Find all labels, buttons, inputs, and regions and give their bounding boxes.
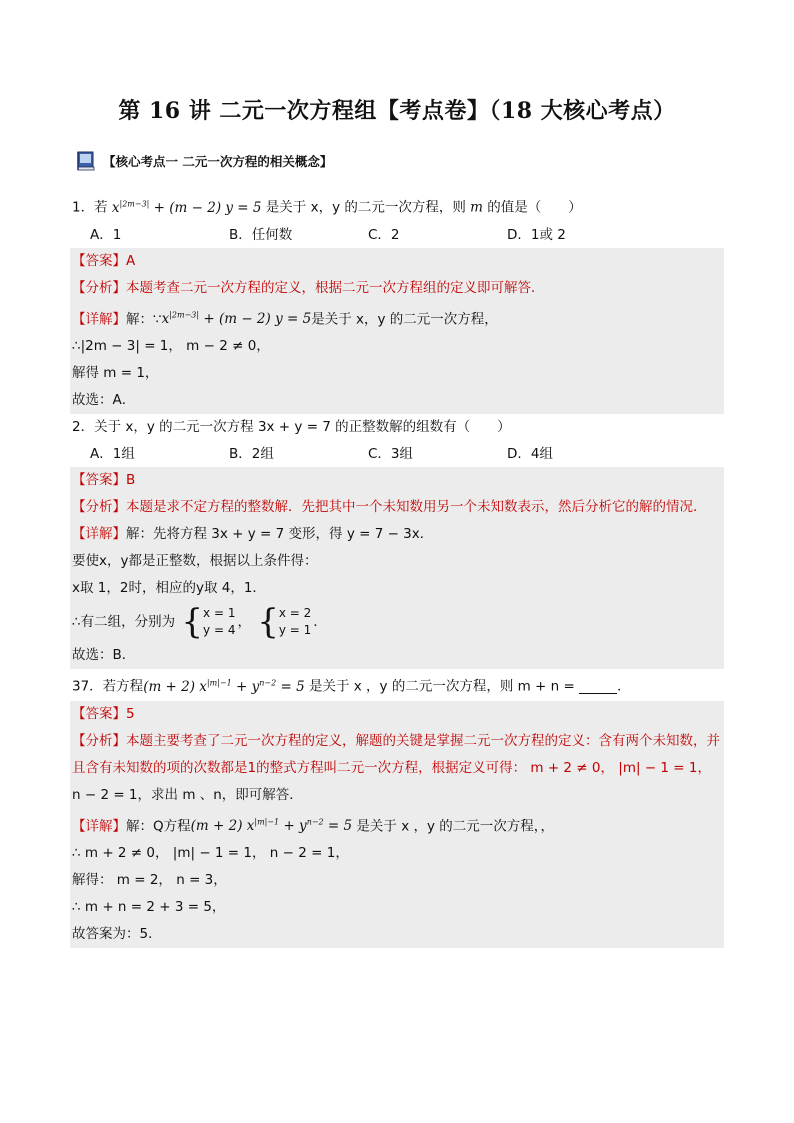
option-b: B．任何数: [229, 226, 293, 243]
answer-block-3: 【答案】5 【分析】本题主要考查了二元一次方程的定义，解题的关键是掌握二元一次方程的定义：含有两个未知数，并且含有未知数的项的次数都是1的整式方程叫二元一次方程，根据定义可得： m + 2 ≠ 0， |m| − 1 = 1， n − 2 = 1，求出 m 、n，即可解答． 【详解】解：Q方程(m + 2) $x^{|m|-1} + y^{n-2} = 5$ 是关于 x ，y 的二元一次方程，， ∴ m + 2 ≠ 0， |m| − 1 = 1， n − 2 = 1， 解得： m = 2， n = 3， ∴ m + n = 2 + 3 = 5， 故答案为：5．: [70, 701, 724, 949]
options-2: [70, 441, 724, 467]
answer-block-1: 【答案】A 【分析】本题考查二元一次方程的定义，根据二元一次方程组的定义即可解答． 【详解】解：$\because x^{|2m-3|} + (m - 2) y = 5$是关于 x，y 的二元一次方程， ∴|2m − 3| = 1， m − 2 ≠ 0， 解得 m = 1， 故选：A．: [70, 248, 724, 415]
page-title: 第 16 讲 二元一次方程组【考点卷】（18 大核心考点）: [118, 98, 676, 124]
equation-system-1: { x = 1 y = 4: [181, 602, 236, 642]
option-b: B．2组: [229, 446, 274, 462]
section-title: 【核心考点一 二元一次方程的相关概念】: [103, 154, 333, 169]
options-1: [70, 222, 724, 248]
option-d: D．4组: [507, 446, 553, 462]
content: [70, 190, 724, 948]
option-d: D．1或 2: [507, 226, 566, 243]
answer-blank: [579, 679, 617, 694]
section-header: [75, 150, 332, 172]
question-1: 1．若 $x^{|2m-3|} + (m - 2) y = 5$ 是关于 x，y 的二元一次方程，则 m 的值是（ ）: [72, 199, 582, 216]
question-2: 2．关于 x，y 的二元一次方程 3x + y = 7 的正整数解的组数有（ ）: [72, 419, 511, 435]
option-a: A．1: [90, 226, 122, 243]
equation: $x^{|2m-3|} + (m - 2) y = 5$: [111, 199, 262, 216]
option-a: A．1组: [90, 446, 135, 462]
option-c: C．3组: [368, 446, 414, 462]
answer-block-2: 【答案】B 【分析】本题是求不定方程的整数解．先把其中一个未知数用另一个未知数表示，然后分析它的解的情况． 【详解】解：先将方程 3x + y = 7 变形，得 y = 7 − 3x． 要使x，y都是正整数，根据以上条件得： x取 1，2时，相应的y取 4，1． ∴有二组，分别为 { x = 1 y = 4 ， { x = 2 y = 1 ． 故选：B．: [70, 467, 724, 669]
equation-system-2: { x = 2 y = 1: [257, 602, 312, 642]
book-icon: [75, 150, 97, 172]
option-c: C．2: [368, 226, 400, 243]
question-3: 37．若方程(m + 2) $x^{|m|-1} + y^{n-2} = 5$ 是关于 x ，y 的二元一次方程，则 m + n = ．: [72, 678, 631, 695]
